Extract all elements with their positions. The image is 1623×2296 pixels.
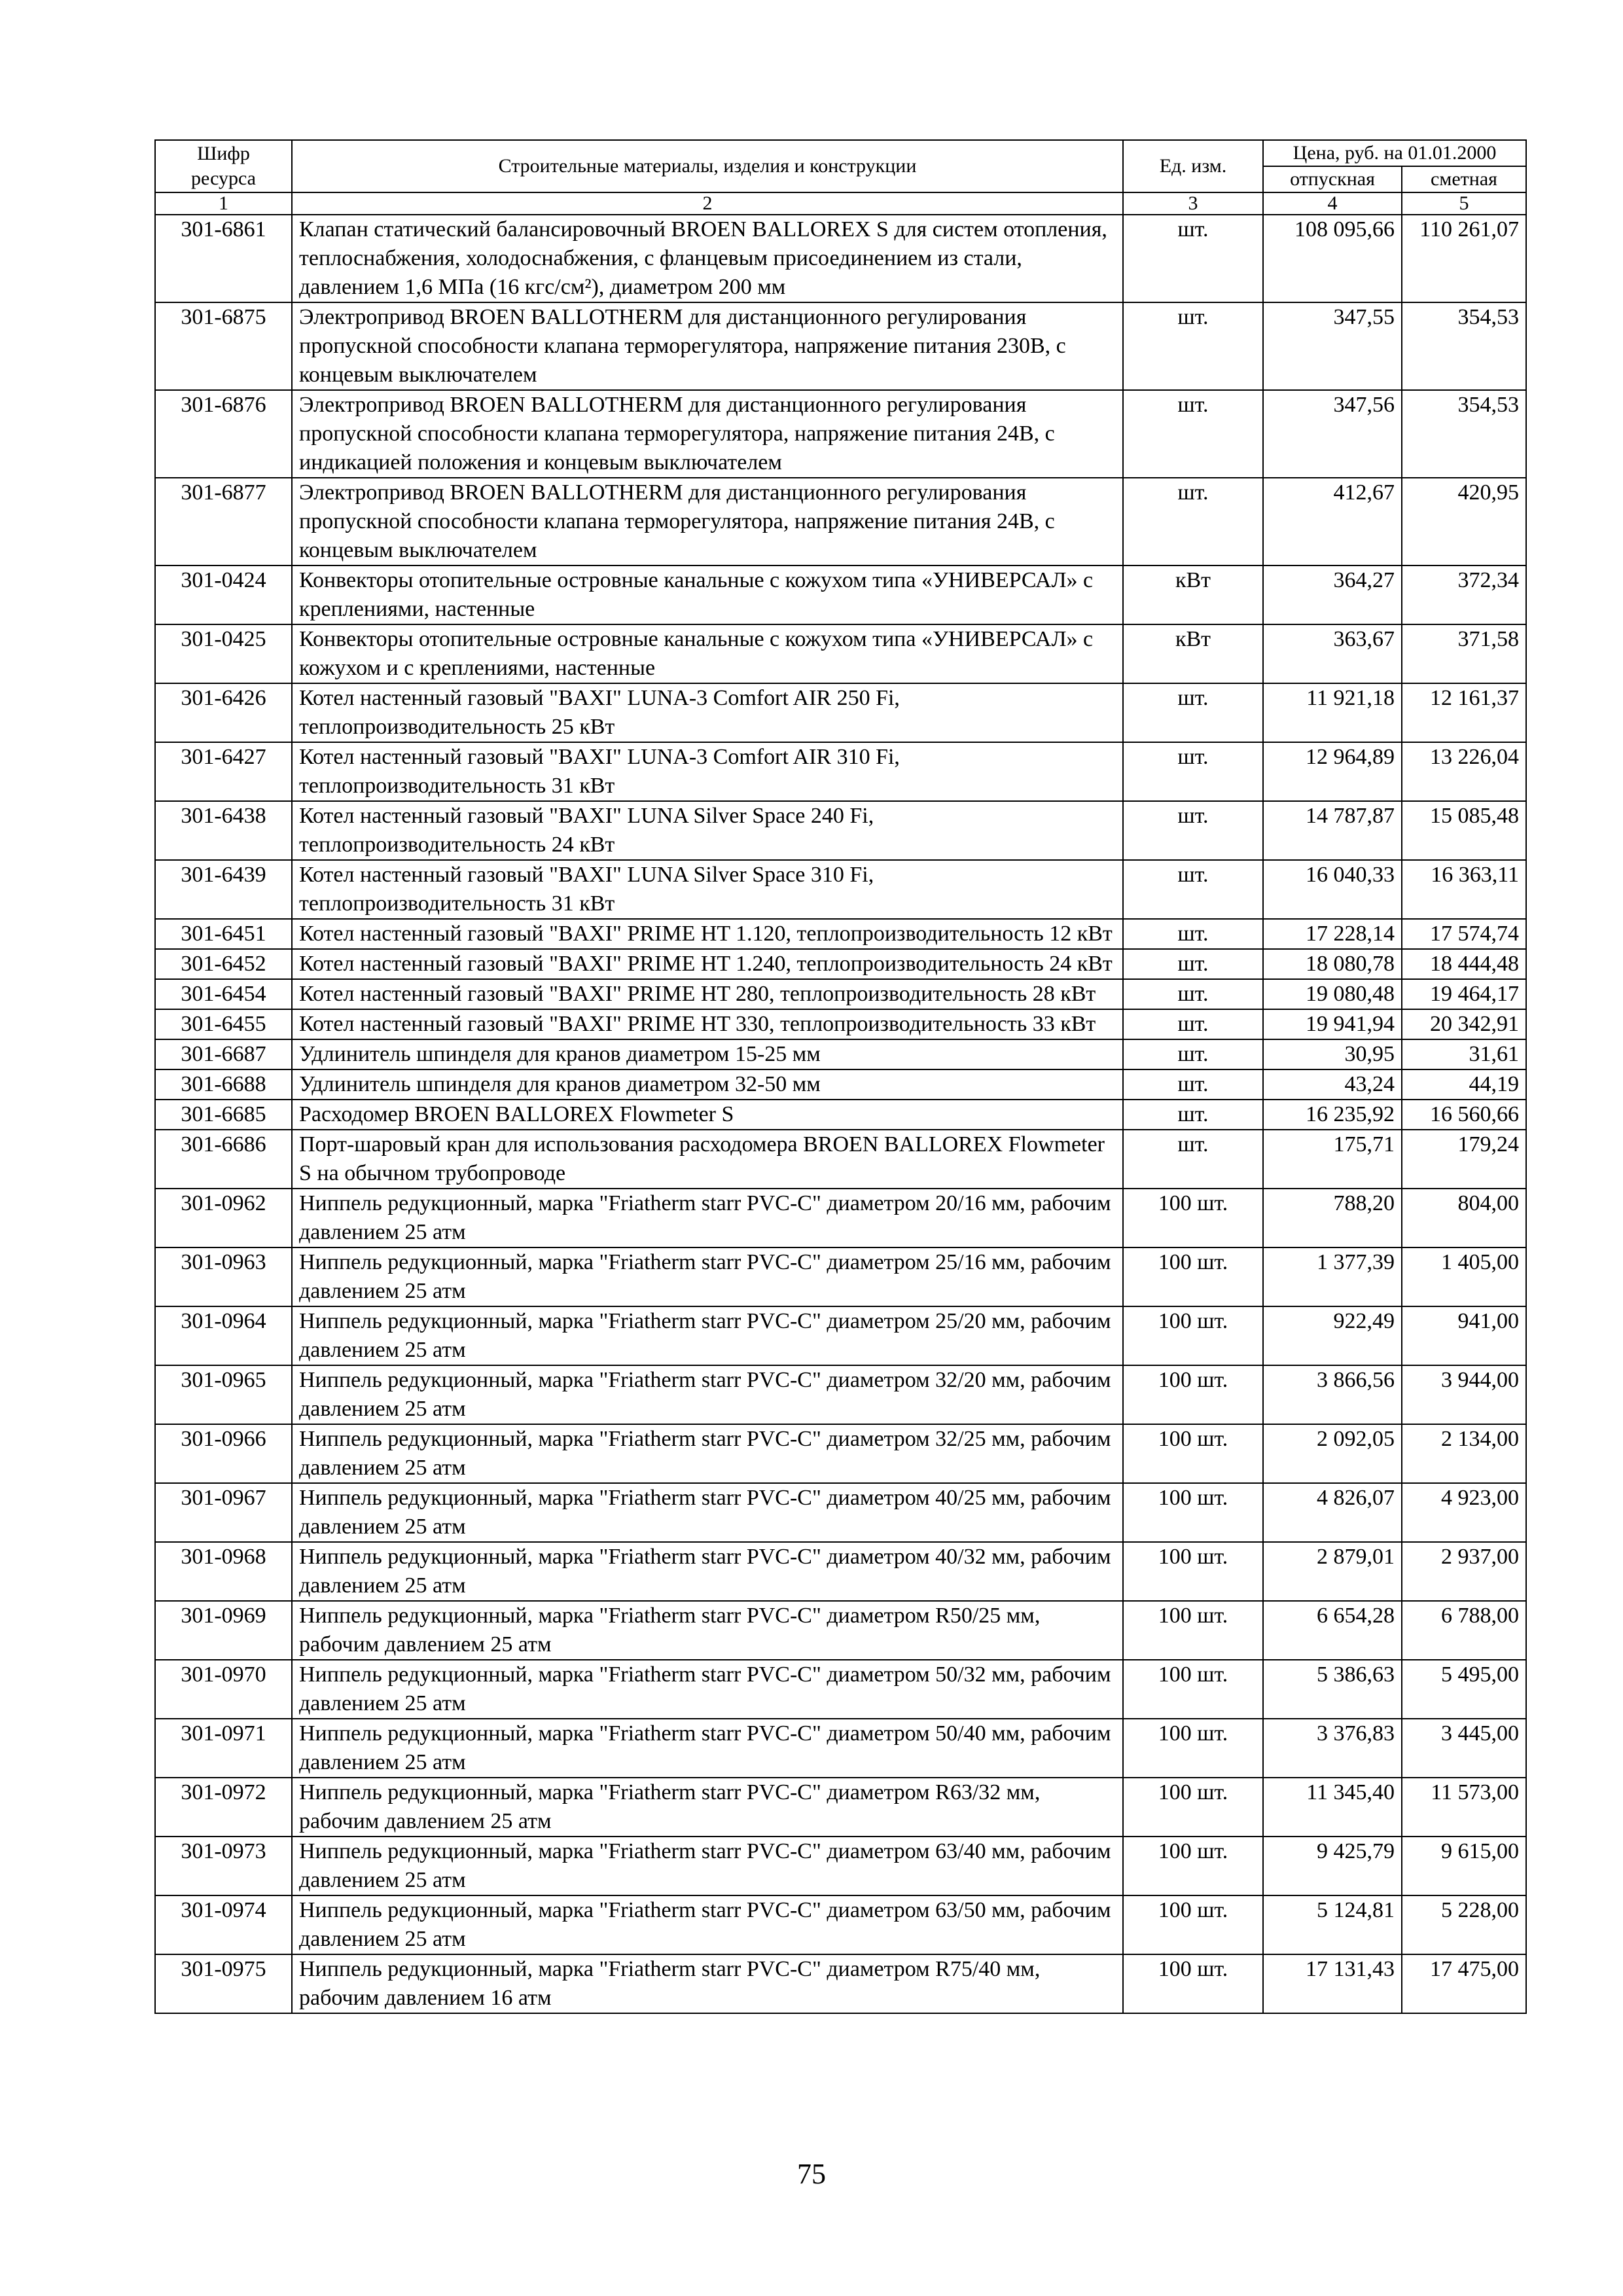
price-estimate: 179,24 [1402, 1130, 1526, 1189]
resource-code: 301-0963 [155, 1247, 292, 1306]
table-row [155, 1306, 1526, 1365]
resource-code: 301-0425 [155, 624, 292, 683]
material-name: Ниппель редукционный, марка "Friatherm starr PVC-C" диаметром 50/32 мм, рабочим давлением 25 атм [292, 1660, 1123, 1719]
unit-of-measure: шт. [1123, 801, 1263, 860]
column-number: 2 [292, 192, 1123, 215]
table-row [155, 1719, 1526, 1778]
table-row [155, 1130, 1526, 1189]
unit-of-measure: шт. [1123, 949, 1263, 979]
resource-code: 301-6426 [155, 683, 292, 742]
unit-of-measure: 100 шт. [1123, 1837, 1263, 1895]
unit-of-measure: шт. [1123, 1009, 1263, 1039]
page-number: 75 [797, 2158, 826, 2190]
material-name: Ниппель редукционный, марка "Friatherm starr PVC-C" диаметром 63/50 мм, рабочим давлением 25 атм [292, 1895, 1123, 1954]
material-name: Электропривод BROEN BALLOTHERM для дистанционного регулирования пропускной способности клапана терморегулятора, напряжение питания 24В, с концевым выключателем [292, 478, 1123, 565]
material-name: Котел настенный газовый "BAXI" LUNA-3 Comfort AIR 310 Fi, теплопроизводительность 31 кВт [292, 742, 1123, 801]
table-row [155, 919, 1526, 949]
price-estimate: 2 937,00 [1402, 1542, 1526, 1601]
material-name: Ниппель редукционный, марка "Friatherm starr PVC-C" диаметром 40/25 мм, рабочим давлением 25 атм [292, 1483, 1123, 1542]
header-row [155, 140, 1526, 166]
price-release: 16 235,92 [1263, 1100, 1402, 1130]
table-row [155, 478, 1526, 565]
resource-code: 301-6427 [155, 742, 292, 801]
price-table [154, 139, 1527, 2014]
material-name: Ниппель редукционный, марка "Friatherm starr PVC-C" диаметром 25/16 мм, рабочим давлением 25 атм [292, 1247, 1123, 1306]
price-release: 17 131,43 [1263, 1954, 1402, 2013]
table-row [155, 1660, 1526, 1719]
header-name: Строительные материалы, изделия и конструкции [292, 140, 1123, 192]
table-row [155, 1365, 1526, 1424]
price-release: 14 787,87 [1263, 801, 1402, 860]
price-estimate: 354,53 [1402, 302, 1526, 390]
unit-of-measure: кВт [1123, 565, 1263, 624]
table-row [155, 1039, 1526, 1069]
material-name: Клапан статический балансировочный BROEN BALLOREX S для систем отопления, теплоснабжения, холодоснабжения, с фланцевым присоединением из стали, давлением 1,6 МПа (16 кгс/см²), диаметром 200 мм [292, 215, 1123, 302]
resource-code: 301-0973 [155, 1837, 292, 1895]
price-release: 4 826,07 [1263, 1483, 1402, 1542]
material-name: Котел настенный газовый "BAXI" PRIME HT 280, теплопроизводительность 28 кВт [292, 979, 1123, 1009]
price-release: 11 345,40 [1263, 1778, 1402, 1837]
unit-of-measure: шт. [1123, 215, 1263, 302]
table-row [155, 565, 1526, 624]
unit-of-measure: 100 шт. [1123, 1542, 1263, 1601]
material-name: Ниппель редукционный, марка "Friatherm starr PVC-C" диаметром 20/16 мм, рабочим давлением 25 атм [292, 1189, 1123, 1247]
column-number: 1 [155, 192, 292, 215]
material-name: Ниппель редукционный, марка "Friatherm starr PVC-C" диаметром 40/32 мм, рабочим давлением 25 атм [292, 1542, 1123, 1601]
table-row [155, 979, 1526, 1009]
header-numbers-row [155, 192, 1526, 215]
price-estimate: 6 788,00 [1402, 1601, 1526, 1660]
price-release: 364,27 [1263, 565, 1402, 624]
price-estimate: 804,00 [1402, 1189, 1526, 1247]
unit-of-measure: 100 шт. [1123, 1778, 1263, 1837]
price-release: 108 095,66 [1263, 215, 1402, 302]
price-estimate: 19 464,17 [1402, 979, 1526, 1009]
material-name: Электропривод BROEN BALLOTHERM для дистанционного регулирования пропускной способности клапана терморегулятора, напряжение питания 24В, с индикацией положения и концевым выключателем [292, 390, 1123, 478]
header-price-estimate: сметная [1402, 166, 1526, 192]
column-number: 5 [1402, 192, 1526, 215]
price-estimate: 5 228,00 [1402, 1895, 1526, 1954]
price-estimate: 3 944,00 [1402, 1365, 1526, 1424]
header-code: Шифр ресурса [155, 140, 292, 192]
price-estimate: 16 560,66 [1402, 1100, 1526, 1130]
unit-of-measure: 100 шт. [1123, 1601, 1263, 1660]
price-release: 2 092,05 [1263, 1424, 1402, 1483]
resource-code: 301-6439 [155, 860, 292, 919]
unit-of-measure: шт. [1123, 1069, 1263, 1100]
price-release: 347,55 [1263, 302, 1402, 390]
table-row [155, 949, 1526, 979]
unit-of-measure: 100 шт. [1123, 1954, 1263, 2013]
unit-of-measure: кВт [1123, 624, 1263, 683]
price-estimate: 4 923,00 [1402, 1483, 1526, 1542]
material-name: Порт-шаровый кран для использования расходомера BROEN BALLOREX Flowmeter S на обычном трубопроводе [292, 1130, 1123, 1189]
table-row [155, 1069, 1526, 1100]
price-release: 11 921,18 [1263, 683, 1402, 742]
resource-code: 301-0970 [155, 1660, 292, 1719]
material-name: Ниппель редукционный, марка "Friatherm starr PVC-C" диаметром 32/20 мм, рабочим давлением 25 атм [292, 1365, 1123, 1424]
header-unit: Ед. изм. [1123, 140, 1263, 192]
price-estimate: 3 445,00 [1402, 1719, 1526, 1778]
resource-code: 301-6861 [155, 215, 292, 302]
column-number: 3 [1123, 192, 1263, 215]
unit-of-measure: 100 шт. [1123, 1719, 1263, 1778]
unit-of-measure: 100 шт. [1123, 1660, 1263, 1719]
resource-code: 301-0967 [155, 1483, 292, 1542]
price-estimate: 371,58 [1402, 624, 1526, 683]
resource-code: 301-6685 [155, 1100, 292, 1130]
header-price-release: отпускная [1263, 166, 1402, 192]
price-release: 175,71 [1263, 1130, 1402, 1189]
unit-of-measure: шт. [1123, 742, 1263, 801]
price-release: 30,95 [1263, 1039, 1402, 1069]
unit-of-measure: шт. [1123, 860, 1263, 919]
price-release: 412,67 [1263, 478, 1402, 565]
table-row [155, 742, 1526, 801]
material-name: Ниппель редукционный, марка "Friatherm starr PVC-C" диаметром 32/25 мм, рабочим давлением 25 атм [292, 1424, 1123, 1483]
material-name: Ниппель редукционный, марка "Friatherm starr PVC-C" диаметром R50/25 мм, рабочим давлением 25 атм [292, 1601, 1123, 1660]
resource-code: 301-6688 [155, 1069, 292, 1100]
table-row [155, 801, 1526, 860]
table-row [155, 1424, 1526, 1483]
material-name: Ниппель редукционный, марка "Friatherm starr PVC-C" диаметром 63/40 мм, рабочим давлением 25 атм [292, 1837, 1123, 1895]
price-release: 19 941,94 [1263, 1009, 1402, 1039]
price-release: 6 654,28 [1263, 1601, 1402, 1660]
table-row [155, 1895, 1526, 1954]
resource-code: 301-0966 [155, 1424, 292, 1483]
unit-of-measure: 100 шт. [1123, 1247, 1263, 1306]
material-name: Ниппель редукционный, марка "Friatherm starr PVC-C" диаметром 50/40 мм, рабочим давлением 25 атм [292, 1719, 1123, 1778]
resource-code: 301-6875 [155, 302, 292, 390]
unit-of-measure: шт. [1123, 1039, 1263, 1069]
material-name: Электропривод BROEN BALLOTHERM для дистанционного регулирования пропускной способности клапана терморегулятора, напряжение питания 230В, с концевым выключателем [292, 302, 1123, 390]
price-estimate: 420,95 [1402, 478, 1526, 565]
price-estimate: 941,00 [1402, 1306, 1526, 1365]
table-row [155, 302, 1526, 390]
price-release: 922,49 [1263, 1306, 1402, 1365]
price-estimate: 9 615,00 [1402, 1837, 1526, 1895]
table-row [155, 1100, 1526, 1130]
resource-code: 301-6451 [155, 919, 292, 949]
price-estimate: 11 573,00 [1402, 1778, 1526, 1837]
table-row [155, 1483, 1526, 1542]
table-row [155, 1247, 1526, 1306]
table-row [155, 683, 1526, 742]
table-row [155, 1189, 1526, 1247]
price-estimate: 1 405,00 [1402, 1247, 1526, 1306]
price-estimate: 17 475,00 [1402, 1954, 1526, 2013]
table-row [155, 1837, 1526, 1895]
price-release: 3 376,83 [1263, 1719, 1402, 1778]
price-estimate: 17 574,74 [1402, 919, 1526, 949]
price-release: 363,67 [1263, 624, 1402, 683]
table-row [155, 1009, 1526, 1039]
material-name: Ниппель редукционный, марка "Friatherm starr PVC-C" диаметром 25/20 мм, рабочим давлением 25 атм [292, 1306, 1123, 1365]
price-estimate: 110 261,07 [1402, 215, 1526, 302]
price-release: 3 866,56 [1263, 1365, 1402, 1424]
table-row [155, 860, 1526, 919]
resource-code: 301-6876 [155, 390, 292, 478]
resource-code: 301-0962 [155, 1189, 292, 1247]
material-name: Ниппель редукционный, марка "Friatherm starr PVC-C" диаметром R63/32 мм, рабочим давлением 25 атм [292, 1778, 1123, 1837]
price-estimate: 44,19 [1402, 1069, 1526, 1100]
resource-code: 301-0971 [155, 1719, 292, 1778]
resource-code: 301-0424 [155, 565, 292, 624]
material-name: Котел настенный газовый "BAXI" PRIME HT 1.120, теплопроизводительность 12 кВт [292, 919, 1123, 949]
unit-of-measure: 100 шт. [1123, 1306, 1263, 1365]
unit-of-measure: 100 шт. [1123, 1424, 1263, 1483]
price-release: 18 080,78 [1263, 949, 1402, 979]
material-name: Конвекторы отопительные островные канальные с кожухом типа «УНИВЕРСАЛ» с кожухом и с креплениями, настенные [292, 624, 1123, 683]
material-name: Котел настенный газовый "BAXI" LUNA Silver Space 240 Fi, теплопроизводительность 24 кВт [292, 801, 1123, 860]
resource-code: 301-6452 [155, 949, 292, 979]
price-release: 17 228,14 [1263, 919, 1402, 949]
unit-of-measure: 100 шт. [1123, 1895, 1263, 1954]
unit-of-measure: 100 шт. [1123, 1189, 1263, 1247]
price-release: 5 124,81 [1263, 1895, 1402, 1954]
material-name: Котел настенный газовый "BAXI" LUNA Silver Space 310 Fi, теплопроизводительность 31 кВт [292, 860, 1123, 919]
material-name: Котел настенный газовый "BAXI" PRIME HT 1.240, теплопроизводительность 24 кВт [292, 949, 1123, 979]
price-estimate: 18 444,48 [1402, 949, 1526, 979]
price-release: 2 879,01 [1263, 1542, 1402, 1601]
price-estimate: 5 495,00 [1402, 1660, 1526, 1719]
price-estimate: 2 134,00 [1402, 1424, 1526, 1483]
table-row [155, 1542, 1526, 1601]
table-body [155, 215, 1526, 2013]
price-release: 5 386,63 [1263, 1660, 1402, 1719]
unit-of-measure: шт. [1123, 390, 1263, 478]
column-number: 4 [1263, 192, 1402, 215]
price-estimate: 13 226,04 [1402, 742, 1526, 801]
material-name: Расходомер BROEN BALLOREX Flowmeter S [292, 1100, 1123, 1130]
table-row [155, 215, 1526, 302]
unit-of-measure: шт. [1123, 919, 1263, 949]
resource-code: 301-0968 [155, 1542, 292, 1601]
unit-of-measure: шт. [1123, 478, 1263, 565]
resource-code: 301-0969 [155, 1601, 292, 1660]
price-release: 9 425,79 [1263, 1837, 1402, 1895]
material-name: Удлинитель шпинделя для кранов диаметром 32-50 мм [292, 1069, 1123, 1100]
resource-code: 301-6455 [155, 1009, 292, 1039]
unit-of-measure: 100 шт. [1123, 1483, 1263, 1542]
price-estimate: 372,34 [1402, 565, 1526, 624]
price-release: 16 040,33 [1263, 860, 1402, 919]
table-row [155, 624, 1526, 683]
unit-of-measure: 100 шт. [1123, 1365, 1263, 1424]
resource-code: 301-0964 [155, 1306, 292, 1365]
unit-of-measure: шт. [1123, 683, 1263, 742]
unit-of-measure: шт. [1123, 1130, 1263, 1189]
resource-code: 301-0972 [155, 1778, 292, 1837]
price-estimate: 12 161,37 [1402, 683, 1526, 742]
material-name: Котел настенный газовый "BAXI" LUNA-3 Comfort AIR 250 Fi, теплопроизводительность 25 кВт [292, 683, 1123, 742]
resource-code: 301-6438 [155, 801, 292, 860]
price-release: 12 964,89 [1263, 742, 1402, 801]
material-name: Конвекторы отопительные островные канальные с кожухом типа «УНИВЕРСАЛ» с креплениями, настенные [292, 565, 1123, 624]
resource-code: 301-6687 [155, 1039, 292, 1069]
price-estimate: 15 085,48 [1402, 801, 1526, 860]
resource-code: 301-0965 [155, 1365, 292, 1424]
unit-of-measure: шт. [1123, 979, 1263, 1009]
table-row [155, 390, 1526, 478]
resource-code: 301-6877 [155, 478, 292, 565]
price-estimate: 20 342,91 [1402, 1009, 1526, 1039]
price-release: 43,24 [1263, 1069, 1402, 1100]
price-estimate: 16 363,11 [1402, 860, 1526, 919]
material-name: Котел настенный газовый "BAXI" PRIME HT 330, теплопроизводительность 33 кВт [292, 1009, 1123, 1039]
material-name: Ниппель редукционный, марка "Friatherm starr PVC-C" диаметром R75/40 мм, рабочим давлением 16 атм [292, 1954, 1123, 2013]
price-estimate: 31,61 [1402, 1039, 1526, 1069]
unit-of-measure: шт. [1123, 302, 1263, 390]
price-release: 788,20 [1263, 1189, 1402, 1247]
price-release: 19 080,48 [1263, 979, 1402, 1009]
resource-code: 301-6454 [155, 979, 292, 1009]
unit-of-measure: шт. [1123, 1100, 1263, 1130]
table-row [155, 1601, 1526, 1660]
resource-code: 301-0975 [155, 1954, 292, 2013]
table-row [155, 1954, 1526, 2013]
table-row [155, 1778, 1526, 1837]
price-release: 1 377,39 [1263, 1247, 1402, 1306]
price-release: 347,56 [1263, 390, 1402, 478]
resource-code: 301-0974 [155, 1895, 292, 1954]
header-price-group: Цена, руб. на 01.01.2000 [1263, 140, 1526, 166]
material-name: Удлинитель шпинделя для кранов диаметром 15-25 мм [292, 1039, 1123, 1069]
resource-code: 301-6686 [155, 1130, 292, 1189]
price-estimate: 354,53 [1402, 390, 1526, 478]
